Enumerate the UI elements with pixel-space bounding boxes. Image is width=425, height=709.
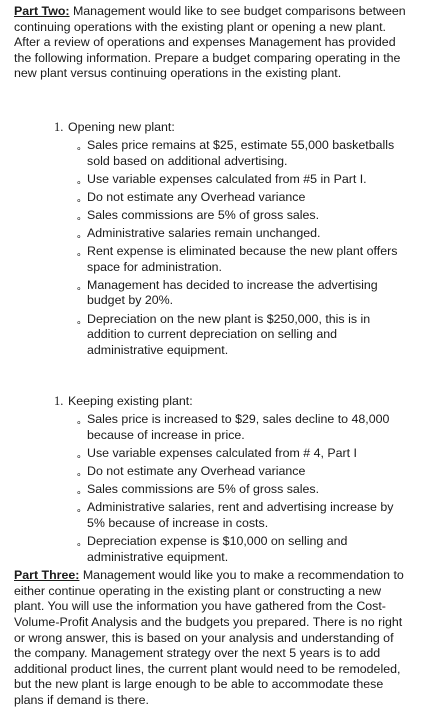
list-item: ∘ Sales commissions are 5% of gross sales. — [76, 482, 320, 498]
part-three-body: Management would like you to make a recommendation to either continue operating in the existing plant or constructing a new plant. You will use the information you have gathered from the Cost-Volume-Profit Analysis and the budgets you prepared. There is no right or wrong answer, this is based on your analysis and understanding of the company. Management strategy over the next 5 years is to add additional product lines, the current plant would need to be remodeled, but the new plant is large enough to be able to accommodate these plans if demand is there. — [14, 568, 404, 707]
list-item: ∘ Use variable expenses calculated from #5 in Part I. — [76, 171, 367, 187]
bullet-icon: ∘ — [76, 316, 82, 327]
part-two-heading: Part Two: — [14, 4, 70, 18]
keeping-existing-plant-section — [14, 394, 413, 565]
list-item: ∘ Sales commissions are 5% of gross sales. — [76, 207, 320, 223]
part-two-paragraph — [14, 4, 413, 82]
part-three-heading: Part Three: — [14, 568, 80, 583]
bullet-icon: ∘ — [76, 505, 82, 516]
list-item: ∘ Do not estimate any Overhead variance — [76, 189, 306, 205]
part-three-paragraph — [14, 568, 413, 708]
list-item: ∘ Sales price remains at $25, estimate 55,000 basketballs sold based on additional advertising. — [76, 138, 395, 168]
bullet-icon: ∘ — [76, 212, 82, 223]
list-item: ∘ Management has decided to increase the advertising budget by 20%. — [76, 277, 378, 308]
list-item: ∘ Use variable expenses calculated from # 4, Part I — [76, 446, 357, 462]
keeping-title: Keeping existing plant: — [68, 394, 193, 409]
bullet-icon: ∘ — [76, 469, 82, 480]
list-item: ∘ Depreciation expense is $10,000 on selling and administrative equipment. — [76, 534, 348, 564]
list-item: ∘ Administrative salaries remain unchanged. — [76, 226, 321, 242]
keeping-number: 1. — [54, 394, 64, 409]
bullet-icon: ∘ — [76, 231, 82, 242]
keeping-section-title — [14, 394, 413, 410]
bullet-icon: ∘ — [76, 451, 82, 462]
bullet-icon: ∘ — [76, 194, 82, 205]
bullet-icon: ∘ — [76, 249, 82, 260]
list-item: ∘ Sales price is increased to $29, sales decline to 48,000 because of increase in price. — [76, 412, 390, 442]
list-item: ∘ Do not estimate any Overhead variance — [76, 464, 306, 480]
list-item: ∘ Depreciation on the new plant is $250,000, this is in addition to current depreciation on selling and administrative equipment. — [76, 311, 371, 357]
bullet-icon: ∘ — [76, 539, 82, 550]
bullet-icon: ∘ — [76, 417, 82, 428]
part-two-body: Management would like to see budget comparisons between continuing operations with the existing plant or opening a new plant. After a review of operations and expenses Management has provided the following information. Prepare a budget comparing operating in the new plant versus continuing operations in the existing plant. — [14, 4, 406, 81]
bullet-icon: ∘ — [76, 176, 82, 187]
bullet-icon: ∘ — [76, 487, 82, 498]
list-item: ∘ Administrative salaries, rent and advertising increase by 5% because of increase in costs. — [76, 500, 394, 530]
bullet-icon: ∘ — [76, 282, 82, 293]
opening-bullet-list — [14, 138, 413, 358]
opening-title: Opening new plant: — [68, 119, 175, 134]
bullet-icon: ∘ — [76, 143, 82, 154]
keeping-bullet-list — [14, 412, 413, 565]
opening-number: 1. — [54, 119, 64, 134]
opening-new-plant-section — [14, 120, 413, 358]
list-item: ∘ Rent expense is eliminated because the new plant offers space for administration. — [76, 244, 398, 274]
opening-section-title — [14, 120, 413, 136]
